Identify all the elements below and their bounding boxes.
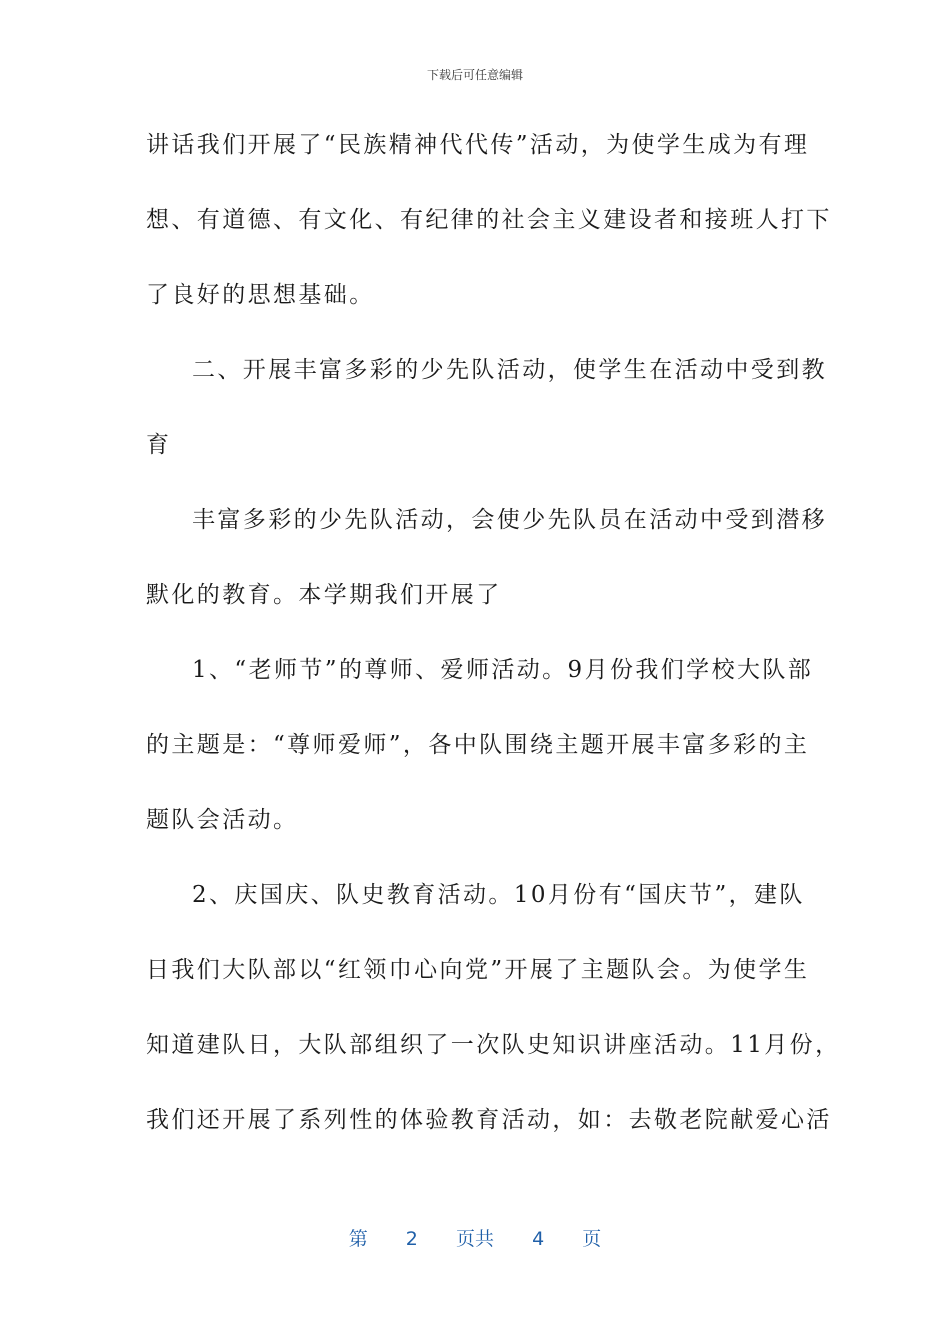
page-suffix: 页 [582,1228,602,1250]
text-line: 了良好的思想基础。 [146,282,375,308]
document-body [146,118,841,1168]
text-line: 我们还开展了系列性的体验教育活动，如：去敬老院献爱心活 [146,1107,832,1133]
text-line: 讲话我们开展了“民族精神代代传”活动，为使学生成为有理 [146,132,810,158]
list-item-line: 2、庆国庆、队史教育活动。10月份有“国庆节”，建队 [192,882,805,908]
text-line: 题队会活动。 [146,807,299,833]
section-heading-line: 二、开展丰富多彩的少先队活动，使学生在活动中受到教 [192,357,827,383]
list-item-line: 1、“老师节”的尊师、爱师活动。9月份我们学校大队部 [192,657,814,683]
text-line: 的主题是：“尊师爱师”，各中队围绕主题开展丰富多彩的主 [146,732,810,758]
page-number-footer [0,1224,950,1251]
section-heading-line: 育 [146,432,172,458]
page-middle: 页共 [455,1228,494,1250]
text-line: 丰富多彩的少先队活动，会使少先队员在活动中受到潜移 [192,507,827,533]
page-prefix: 第 [348,1228,368,1250]
text-line: 想、有道德、有文化、有纪律的社会主义建设者和接班人打下 [146,207,832,233]
page-header-note: 下载后可任意编辑 [426,68,523,82]
total-page-number: 4 [532,1228,545,1250]
text-line: 知道建队日，大队部组织了一次队史知识讲座活动。11月份， [146,1032,841,1058]
text-line: 默化的教育。本学期我们开展了 [146,582,502,608]
current-page-number: 2 [405,1228,418,1250]
text-line: 日我们大队部以“红领巾心向党”开展了主题队会。为使学生 [146,957,810,983]
